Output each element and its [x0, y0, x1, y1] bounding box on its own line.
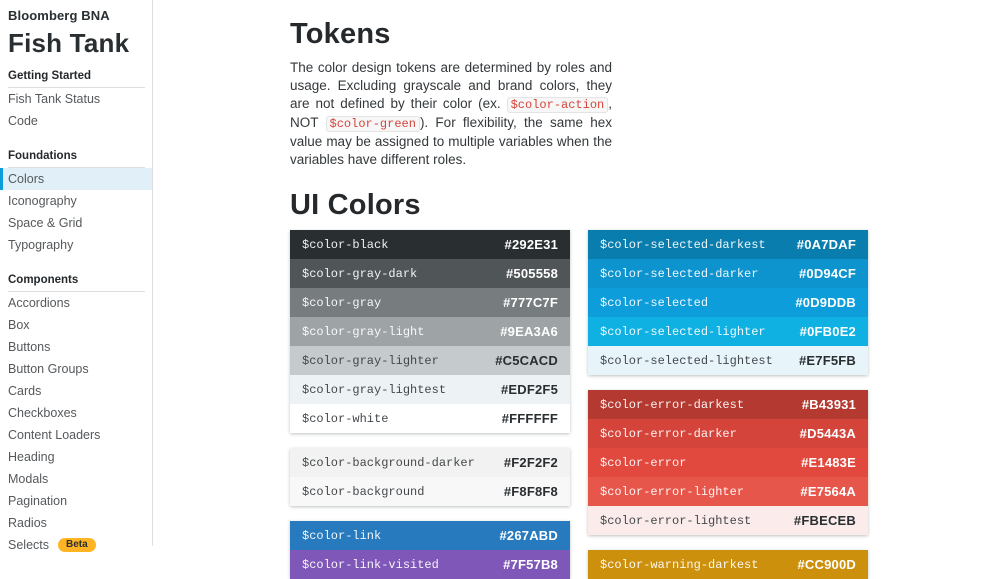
sidebar-item-iconography[interactable]: [0, 190, 152, 212]
sidebar-item-accordions[interactable]: [0, 292, 152, 314]
sidebar-item-label: Checkboxes: [8, 406, 77, 420]
swatch-token-name: $color-background: [302, 484, 425, 499]
swatch-group: [588, 390, 868, 535]
brand-logo: Bloomberg BNA: [8, 8, 110, 23]
swatch-hex-value: #777C7F: [503, 295, 558, 310]
sidebar-item-pagination[interactable]: [0, 490, 152, 512]
swatch-hex-value: #D5443A: [799, 426, 856, 441]
swatch-group: [290, 230, 570, 433]
color-swatch-color-background: [290, 477, 570, 506]
swatch-column-2: [588, 230, 868, 579]
swatch-hex-value: #0D94CF: [798, 266, 856, 281]
swatch-token-name: $color-selected-lightest: [600, 353, 773, 368]
swatch-hex-value: #F8F8F8: [503, 484, 558, 499]
swatch-token-name: $color-error-darker: [600, 426, 737, 441]
sidebar-item-label: Fish Tank Status: [8, 92, 101, 106]
sidebar-item-label: Accordions: [8, 296, 70, 310]
swatch-group: [290, 521, 570, 579]
swatch-token-name: $color-gray-lightest: [302, 382, 447, 397]
swatch-hex-value: #E7F5FB: [798, 353, 856, 368]
color-swatch-color-selected-darker: [588, 259, 868, 288]
sidebar: [0, 0, 153, 552]
color-swatch-color-error: [588, 448, 868, 477]
swatch-token-name: $color-error-lighter: [600, 484, 745, 499]
swatch-hex-value: #CC900D: [797, 557, 856, 572]
sidebar-item-space-grid[interactable]: [0, 212, 152, 234]
swatch-token-name: $color-link-visited: [302, 557, 439, 572]
swatch-hex-value: #7F57B8: [503, 557, 558, 572]
swatch-hex-value: #0A7DAF: [796, 237, 856, 252]
sidebar-item-label: Button Groups: [8, 362, 89, 376]
swatch-hex-value: #9EA3A6: [500, 324, 558, 339]
site-title-link[interactable]: Fish Tank: [8, 28, 130, 58]
tokens-description: [290, 59, 612, 169]
sidebar-item-label: Space & Grid: [8, 216, 83, 230]
color-swatch-color-background-darker: [290, 448, 570, 477]
color-swatch-color-black: [290, 230, 570, 259]
sidebar-item-label: Heading: [8, 450, 55, 464]
swatch-hex-value: #0FB0E2: [799, 324, 856, 339]
sidebar-item-label: Content Loaders: [8, 428, 101, 442]
beta-badge: Beta: [58, 538, 96, 552]
tokens-description-text: The color design tokens are determined by roles and usage. Excluding grayscale and brand colors, they are not defined by their color (ex.: [290, 60, 612, 111]
color-swatch-color-error-darker: [588, 419, 868, 448]
swatch-token-name: $color-selected-lighter: [600, 324, 766, 339]
color-swatch-color-gray-lighter: [290, 346, 570, 375]
swatch-token-name: $color-gray: [302, 295, 382, 310]
tokens-heading: Tokens: [290, 18, 391, 50]
sidebar-item-modals[interactable]: [0, 468, 152, 490]
swatch-hex-value: #C5CACD: [495, 353, 558, 368]
swatch-token-name: $color-warning-darkest: [600, 557, 759, 572]
swatch-token-name: $color-selected: [600, 295, 709, 310]
sidebar-item-label: Modals: [8, 472, 49, 486]
sidebar-section-components: Components: [8, 274, 145, 292]
tokens-description-text: ). For flexibility, the same hex value may be assigned to multiple variables when the variables have different roles.: [290, 115, 612, 167]
swatch-hex-value: #505558: [505, 266, 558, 281]
color-swatch-color-selected-lighter: [588, 317, 868, 346]
swatch-hex-value: #E1483E: [801, 455, 856, 470]
color-swatch-color-error-lightest: [588, 506, 868, 535]
inline-code-color-green: $color-green: [326, 116, 420, 132]
swatch-column-1: [290, 230, 570, 579]
color-swatch-color-white: [290, 404, 570, 433]
color-swatch-color-gray-dark: [290, 259, 570, 288]
swatch-hex-value: #292E31: [504, 237, 558, 252]
swatch-hex-value: #0D9DDB: [795, 295, 856, 310]
swatch-hex-value: #EDF2F5: [500, 382, 558, 397]
inline-code-color-action: $color-action: [507, 97, 609, 113]
main-content: [290, 0, 878, 579]
swatch-token-name: $color-error: [600, 455, 687, 470]
swatch-token-name: $color-white: [302, 411, 389, 426]
color-swatch-grid: [290, 230, 878, 579]
swatch-token-name: $color-gray-dark: [302, 266, 418, 281]
swatch-token-name: $color-gray-light: [302, 324, 425, 339]
swatch-hex-value: #FBECEB: [793, 513, 856, 528]
color-swatch-color-error-lighter: [588, 477, 868, 506]
ui-colors-heading: UI Colors: [290, 189, 421, 221]
color-swatch-color-error-darkest: [588, 390, 868, 419]
swatch-hex-value: #F2F2F2: [503, 455, 558, 470]
sidebar-item-button-groups[interactable]: [0, 358, 152, 380]
sidebar-item-label: Typography: [8, 238, 74, 252]
color-swatch-color-selected-lightest: [588, 346, 868, 375]
swatch-hex-value: #FFFFFF: [501, 411, 558, 426]
swatch-token-name: $color-background-darker: [302, 455, 475, 470]
swatch-token-name: $color-error-lightest: [600, 513, 752, 528]
sidebar-item-label: Selects: [8, 538, 49, 552]
color-swatch-color-selected-darkest: [588, 230, 868, 259]
swatch-token-name: $color-gray-lighter: [302, 353, 439, 368]
color-swatch-color-warning-darkest: [588, 550, 868, 579]
tokens-description-text: , NOT: [290, 96, 612, 130]
sidebar-item-label: Cards: [8, 384, 42, 398]
sidebar-item-radios[interactable]: [0, 512, 152, 534]
sidebar-item-label: Colors: [8, 172, 45, 186]
color-swatch-color-gray-lightest: [290, 375, 570, 404]
swatch-group: [290, 448, 570, 506]
swatch-group: [588, 230, 868, 375]
sidebar-item-typography[interactable]: [0, 234, 152, 256]
sidebar-item-code[interactable]: [0, 110, 152, 132]
sidebar-item-colors[interactable]: [0, 168, 152, 190]
swatch-hex-value: #B43931: [801, 397, 856, 412]
sidebar-item-label: Code: [8, 114, 38, 128]
color-swatch-color-link: [290, 521, 570, 550]
sidebar-item-buttons[interactable]: [0, 336, 152, 358]
swatch-token-name: $color-link: [302, 528, 382, 543]
swatch-group: [588, 550, 868, 579]
sidebar-item-cards[interactable]: [0, 380, 152, 402]
sidebar-item-label: Pagination: [8, 494, 68, 508]
sidebar-item-content-loaders[interactable]: [0, 424, 152, 446]
sidebar-item-label: Buttons: [8, 340, 51, 354]
sidebar-item-label: Radios: [8, 516, 47, 530]
sidebar-item-label: Box: [8, 318, 30, 332]
swatch-hex-value: #267ABD: [499, 528, 558, 543]
sidebar-item-fish-tank-status[interactable]: [0, 88, 152, 110]
color-swatch-color-selected: [588, 288, 868, 317]
swatch-token-name: $color-black: [302, 237, 389, 252]
swatch-token-name: $color-selected-darkest: [600, 237, 766, 252]
swatch-token-name: $color-error-darkest: [600, 397, 745, 412]
sidebar-item-box[interactable]: [0, 314, 152, 336]
sidebar-item-selects[interactable]: [0, 534, 152, 556]
color-swatch-color-gray-light: [290, 317, 570, 346]
sidebar-section-getting-started: Getting Started: [8, 70, 145, 88]
swatch-token-name: $color-selected-darker: [600, 266, 759, 281]
sidebar-nav: [0, 70, 152, 556]
sidebar-section-foundations: Foundations: [8, 150, 145, 168]
color-swatch-color-gray: [290, 288, 570, 317]
sidebar-item-heading[interactable]: [0, 446, 152, 468]
swatch-hex-value: #E7564A: [800, 484, 856, 499]
sidebar-item-checkboxes[interactable]: [0, 402, 152, 424]
sidebar-item-label: Iconography: [8, 194, 77, 208]
color-swatch-color-link-visited: [290, 550, 570, 579]
